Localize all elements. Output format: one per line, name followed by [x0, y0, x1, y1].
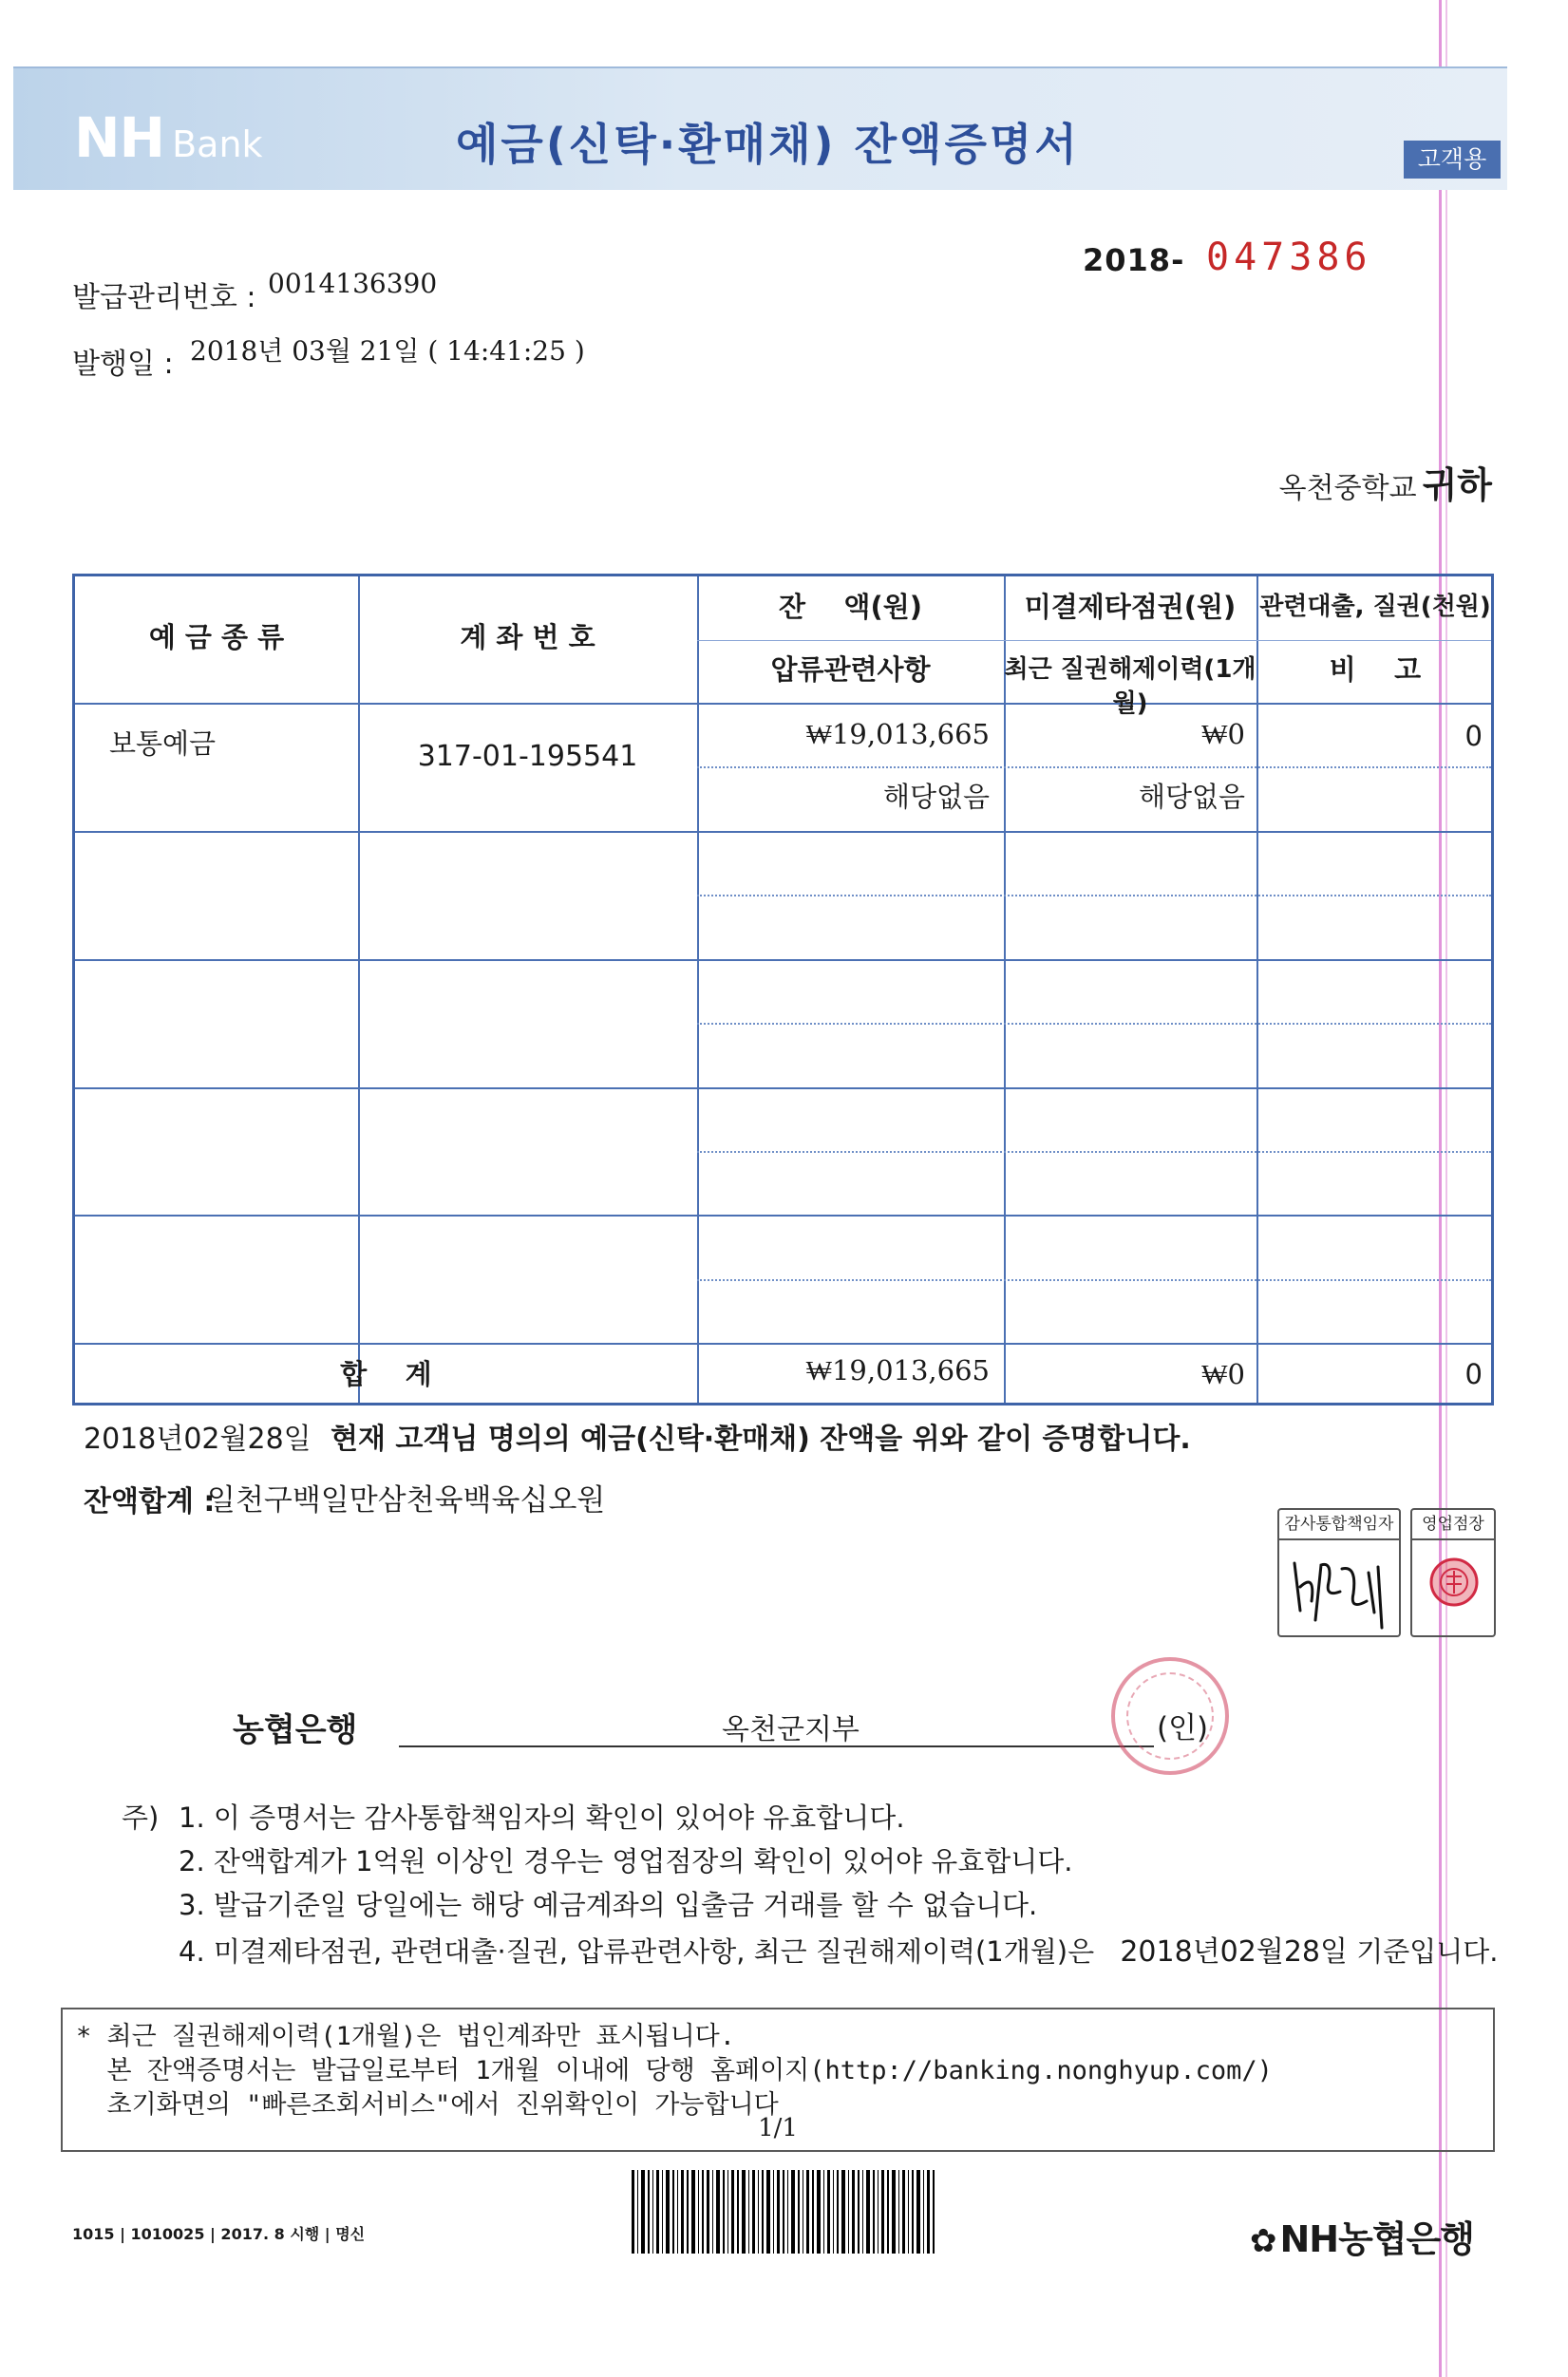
seal-mark: (인): [1157, 1711, 1209, 1745]
logo-sub: Bank: [172, 123, 263, 165]
addressee-name: 옥천중학교: [1278, 472, 1417, 505]
row-related-loans: 0: [1464, 720, 1483, 752]
row-line: [75, 703, 1491, 705]
row-recent-pledge: 해당없음: [1138, 781, 1245, 813]
row-dotted-line: [697, 1151, 1491, 1153]
note-item-4-suffix: 기준입니다.: [1356, 1935, 1499, 1968]
row-dotted-line: [697, 1279, 1491, 1281]
addressee-honorific: 귀하: [1422, 464, 1492, 506]
note-item-1: 1. 이 증명서는 감사통합책임자의 확인이 있어야 유효합니다.: [179, 1802, 905, 1834]
note-item-3: 3. 발급기준일 당일에는 해당 예금계좌의 입출금 거래를 할 수 없습니다.: [179, 1889, 1038, 1921]
barcode: [632, 2170, 937, 2254]
certificate-number: 047386: [1206, 236, 1372, 279]
branch-manager-label: 영업점장: [1412, 1510, 1494, 1540]
total-balance: ₩19,013,665: [805, 1354, 990, 1387]
header-seizure: 압류관련사항: [770, 653, 931, 686]
total-label: 합 계: [340, 1358, 432, 1390]
auditor-signature-icon: [1287, 1544, 1393, 1632]
management-no-label: 발급관리번호 :: [72, 281, 256, 314]
row-line: [75, 1087, 1491, 1089]
note-item-4: [179, 1928, 1499, 1970]
row-dotted-line: [697, 766, 1491, 768]
info-line-1: * 최근 질권해제이력(1개월)은 법인계좌만 표시됩니다.: [76, 2022, 736, 2051]
header-recent-pledge: 최근 질권해제이력(1개월): [1004, 655, 1256, 718]
row-dotted-line: [697, 895, 1491, 896]
header-deposit-type: 예 금 종 류: [148, 621, 285, 653]
row-account-no: 317-01-195541: [417, 740, 638, 773]
balance-table: [72, 574, 1494, 1405]
row-dotted-line: [697, 1023, 1491, 1025]
footer-logo-text: NH농협은행: [1279, 2218, 1474, 2260]
col-divider: [358, 576, 360, 1403]
header-balance: 잔 액(원): [779, 591, 922, 623]
footer-nh-logo: [1250, 2210, 1474, 2262]
signature-boxes: [1277, 1508, 1496, 1641]
addressee: [1279, 456, 1492, 508]
nh-bank-logo: [74, 104, 263, 171]
logo-main: NH: [74, 105, 165, 170]
note-item-4-date: 2018년02월28일: [1120, 1935, 1348, 1969]
row-line: [75, 831, 1491, 833]
info-line-2: 본 잔액증명서는 발급일로부터 1개월 이내에 당행 홈페이지(http://banking.nonghyup.com/): [76, 2056, 1273, 2085]
verification-info-box: [61, 2008, 1495, 2152]
total-related-loans: 0: [1464, 1358, 1483, 1390]
total-uncleared: ₩0: [1201, 1358, 1245, 1390]
statement-date: 2018년02월28일: [84, 1423, 312, 1456]
clover-icon: ✿: [1250, 2222, 1276, 2260]
branch-manager-stamp-icon: [1426, 1552, 1483, 1613]
header-remarks: 비 고: [1329, 653, 1422, 686]
row-line: [75, 1343, 1491, 1345]
row-seizure: 해당없음: [882, 781, 990, 813]
management-no: 0014136390: [268, 268, 438, 299]
issuer-bank-name: 농협은행: [233, 1711, 358, 1749]
header-related-loans: 관련대출, 질권(천원): [1259, 593, 1491, 621]
certificate-number-prefix: 2018-: [1083, 242, 1185, 278]
issue-date: 2018년 03월 21일 ( 14:41:25 ): [190, 335, 585, 367]
auditor-signature-box: [1277, 1508, 1401, 1637]
header-uncleared: 미결제타점권(원): [1024, 591, 1237, 623]
row-uncleared: ₩0: [1201, 718, 1245, 750]
header-mid-line: [697, 640, 1491, 641]
total-words-label: 잔액합계 :: [84, 1485, 216, 1519]
form-code: 1015 | 1010025 | 2017. 8 시행 | 명신: [72, 2225, 366, 2243]
row-line: [75, 959, 1491, 961]
header-account-no: 계 좌 번 호: [460, 621, 595, 653]
row-deposit-type: 보통예금: [109, 727, 217, 760]
page-number: 1/1: [758, 2114, 798, 2142]
row-balance: ₩19,013,665: [805, 718, 990, 750]
statement-text: 현재 고객님 명의의 예금(신탁·환매채) 잔액을 위와 같이 증명합니다.: [331, 1423, 1191, 1456]
copy-type-badge: 고객용: [1404, 141, 1501, 179]
row-line: [75, 1215, 1491, 1217]
auditor-label: 감사통합책임자: [1279, 1510, 1399, 1540]
issue-date-label: 발행일 :: [72, 348, 174, 381]
issuer-branch: 옥천군지부: [722, 1713, 860, 1746]
document-title: 예금(신탁·환매채) 잔액증명서: [456, 119, 1080, 170]
total-words: 일천구백일만삼천육백육십오원: [207, 1483, 606, 1518]
branch-manager-signature-box: [1410, 1508, 1496, 1637]
note-item-4-text: 4. 미결제타점권, 관련대출·질권, 압류관련사항, 최근 질권해제이력(1개월)은: [179, 1935, 1095, 1968]
note-item-2: 2. 잔액합계가 1억원 이상인 경우는 영업점장의 확인이 있어야 유효합니다.: [179, 1845, 1073, 1877]
notes-prefix: 주): [122, 1802, 160, 1834]
info-line-3: 초기화면의 "빠른조회서비스"에서 진위확인이 가능합니다: [76, 2090, 779, 2120]
